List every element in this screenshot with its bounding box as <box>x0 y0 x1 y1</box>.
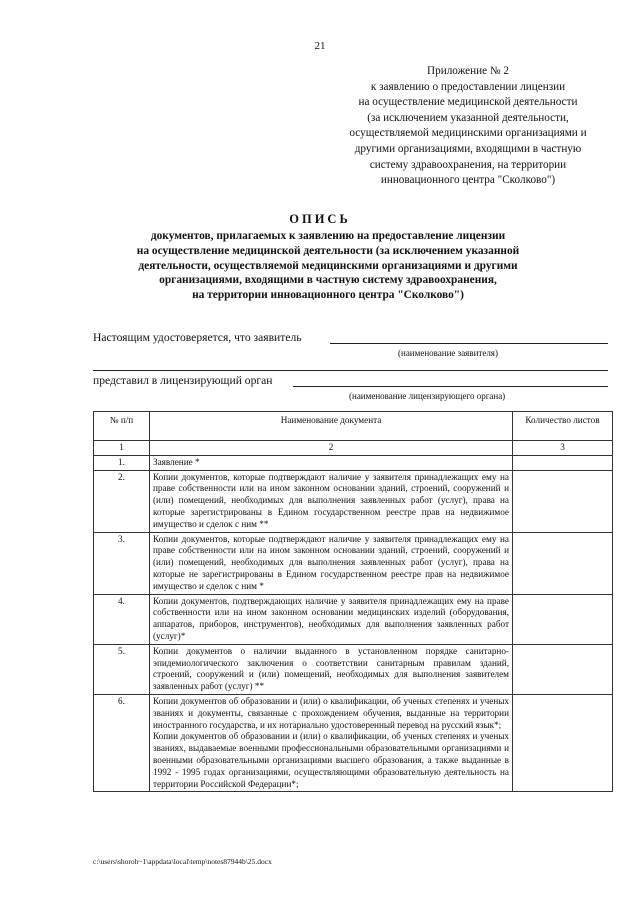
row-document-name-part: Копии документов об образовании и (или) о квалификации, об ученых степенях и ученых званиях и документы, связанные с прохождением обучения, выданные на территории иностранного государства, и их нотариально удостоверенный перевод на русский язык*; <box>153 695 509 730</box>
row-sheet-count <box>513 455 613 470</box>
table-row <box>94 594 613 644</box>
applicant-second-line <box>93 370 608 371</box>
table-row <box>94 644 613 694</box>
row-sheet-count <box>513 532 613 594</box>
table-row <box>94 694 613 791</box>
row-number: 4. <box>94 594 150 644</box>
table-index-row <box>94 441 613 456</box>
row-sheet-count <box>513 644 613 694</box>
appendix-line: на осуществление медицинской деятельности <box>358 96 578 109</box>
index-cell: 2 <box>150 441 513 456</box>
appendix-line: Приложение № 2 <box>427 65 509 77</box>
appendix-line: (за исключением указанной деятельности, <box>367 111 569 124</box>
row-document-name: Копии документов, которые подтверждают наличие у заявителя принадлежащих ему на праве собственности или на ином законном основании зданий, строений, сооружений и (или) помещений, необходимых для выполнения заявленных работ (услуг), права на которые не зарегистрированы в Едином государственном реестре прав на недвижимое имущество и сделок с ним * <box>150 532 513 594</box>
row-document-name <box>150 694 513 791</box>
subtitle-line: на территории инновационного центра "Сколково") <box>192 289 464 302</box>
authority-caption: (наименование лицензирующего органа) <box>349 391 506 401</box>
row-number: 1. <box>94 455 150 470</box>
row-sheet-count <box>513 594 613 644</box>
page-number: 21 <box>314 40 326 52</box>
row-document-name: Заявление * <box>150 455 513 470</box>
document-title: ОПИСЬ <box>289 212 351 226</box>
appendix-line: осуществляемой медицинскими организациями и <box>349 127 587 140</box>
subtitle-line: деятельности, осуществляемой медицинскими организациями и другими <box>138 259 518 272</box>
table-row <box>94 455 613 470</box>
row-number: 2. <box>94 470 150 532</box>
appendix-line: инновационного центра "Сколково") <box>380 174 556 187</box>
appendix-line: к заявлению о предоставлении лицензии <box>370 80 566 93</box>
appendix-line: систему здравоохранения, на территории <box>369 158 567 171</box>
appendix-header <box>318 64 618 189</box>
header-number: № п/п <box>94 412 150 441</box>
authority-field-line <box>293 386 608 387</box>
subtitle-line: документов, прилагаемых к заявлению на предоставление лицензии <box>150 230 506 242</box>
row-document-name: Копии документов о наличии выданного в установленном порядке санитарно-эпидемиологического заключения о соответствии санитарным правилам зданий, строений, сооружений и (или) помещений, необходимых для выполнения заявителем заявленных работ (услуг) ** <box>150 644 513 694</box>
row-document-name-part: Копии документов об образовании и (или) о квалификации, об ученых степенях и ученых званиях, выдаваемые военными профессиональными образовательными организациями и военными образовательными организациями высшего образования, а также выданные в 1992 - 1995 годах организациями, осуществляющими образовательную деятельность на территории Российской Федерации*; <box>153 731 509 789</box>
documents-table <box>93 411 613 792</box>
appendix-line: другими организациями, входящими в частную <box>354 142 582 155</box>
applicant-label: Настоящим удостоверяется, что заявитель <box>93 331 302 344</box>
applicant-caption: (наименование заявителя) <box>398 348 498 358</box>
row-number: 6. <box>94 694 150 791</box>
file-path-footer: c:\users\shoroh~1\appdata\local\temp\notes87944b\25.docx <box>93 857 272 866</box>
authority-label: представил в лицензирующий орган <box>93 374 273 387</box>
row-number: 5. <box>94 644 150 694</box>
table-row <box>94 470 613 532</box>
index-cell: 3 <box>513 441 613 456</box>
row-number: 3. <box>94 532 150 594</box>
row-document-name: Копии документов, которые подтверждают наличие у заявителя принадлежащих ему на праве собственности или на ином законном основании зданий, строений, сооружений и (или) помещений, необходимых для выполнения заявленных работ (услуг), права на которые зарегистрированы в Едином государственном реестре прав на недвижимое имущество и сделок с ним ** <box>150 470 513 532</box>
index-cell: 1 <box>94 441 150 456</box>
row-document-name: Копии документов, подтверждающих наличие у заявителя принадлежащих ему на праве собственности или на ином законном основании медицинских изделий (оборудования, аппаратов, приборов, инструментов), необходимых для выполнения заявленных работ (услуг)* <box>150 594 513 644</box>
applicant-field-line <box>330 343 608 344</box>
subtitle-line: организациями, входящими в частную систему здравоохранения, <box>159 274 497 287</box>
document-subtitle <box>100 229 556 303</box>
header-sheet-count: Количество листов <box>513 412 613 441</box>
table-row <box>94 532 613 594</box>
row-sheet-count <box>513 470 613 532</box>
subtitle-line: на осуществление медицинской деятельности (за исключением указанной <box>136 244 520 257</box>
row-sheet-count <box>513 694 613 791</box>
header-document-name: Наименование документа <box>150 412 513 441</box>
table-header-row <box>94 412 613 441</box>
